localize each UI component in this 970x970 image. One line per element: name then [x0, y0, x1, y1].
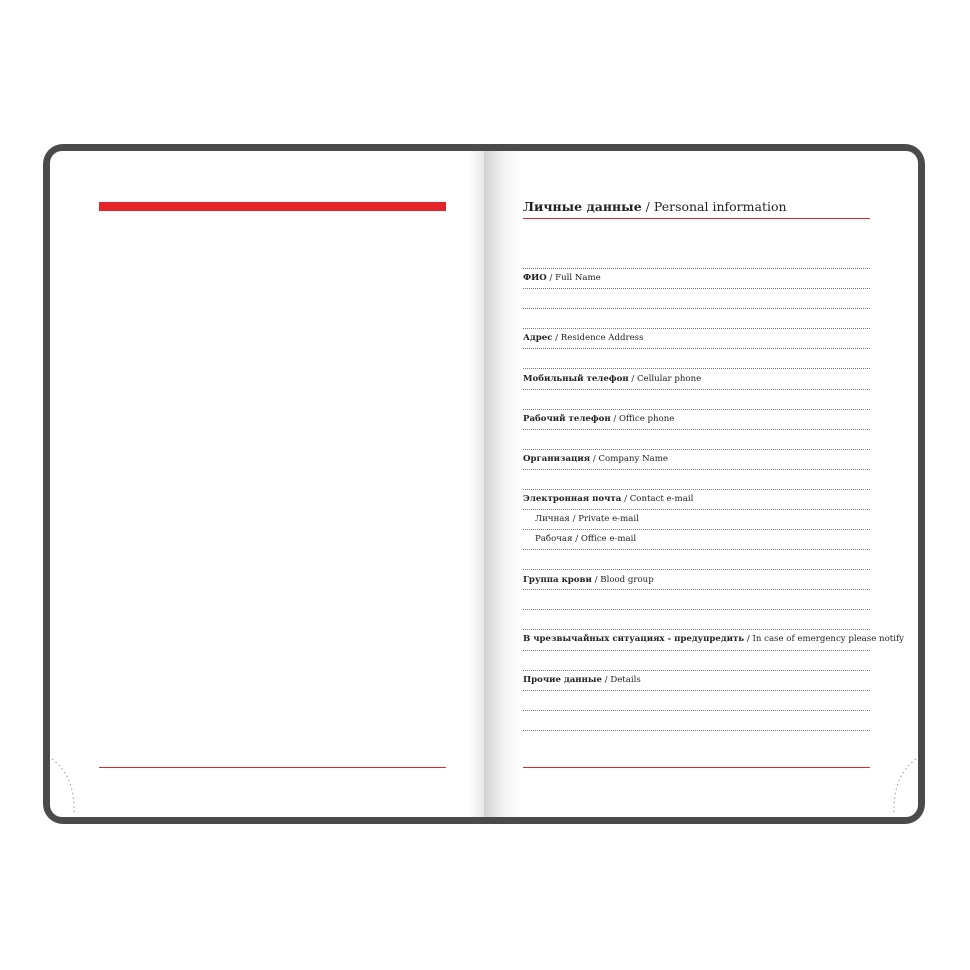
- field-full-name: [523, 273, 601, 283]
- field-label-en: Blood group: [600, 575, 654, 585]
- field-blood-group: [523, 575, 654, 585]
- field-label-en: Office phone: [618, 414, 675, 424]
- writing-line: [523, 710, 870, 711]
- field-label-separator: /: [590, 454, 599, 464]
- writing-line: [523, 670, 870, 671]
- field-label-ru: Электронная почта: [523, 494, 622, 504]
- left-page-red-bar: [99, 202, 446, 211]
- writing-line: [523, 368, 870, 369]
- field-label-separator: /: [591, 575, 601, 585]
- left-page-bottom-rule: [99, 767, 446, 768]
- writing-line: [523, 529, 870, 530]
- field-label-separator: /: [628, 374, 637, 384]
- writing-line: [523, 509, 870, 510]
- field-label-ru: В чрезвычайных ситуациях - предупредить: [523, 634, 745, 644]
- field-label-ru: Рабочая: [535, 534, 573, 544]
- field-label-ru: Прочие данные: [523, 675, 602, 685]
- left-page: [50, 151, 486, 817]
- field-label-ru: Адрес: [523, 333, 553, 343]
- field-label-ru: Рабочий телефон: [523, 414, 611, 424]
- writing-line: [523, 288, 870, 289]
- writing-line: [523, 650, 870, 651]
- writing-line: [523, 268, 870, 269]
- page-title: [523, 199, 873, 214]
- field-label-en: Office e-mail: [580, 534, 637, 544]
- field-label-en: Company Name: [598, 454, 669, 464]
- writing-line: [523, 409, 870, 410]
- field-label-en: Cellular phone: [636, 374, 702, 384]
- field-label-ru: Группа крови: [523, 575, 592, 585]
- writing-line: [523, 569, 870, 570]
- writing-line: [523, 449, 870, 450]
- field-address: [523, 333, 644, 343]
- field-details: [523, 675, 641, 685]
- field-label-ru: Мобильный телефон: [523, 374, 629, 384]
- field-label-en: Details: [610, 675, 641, 685]
- writing-line: [523, 328, 870, 329]
- field-label-en: Private e-mail: [578, 514, 639, 524]
- writing-line: [523, 308, 870, 309]
- field-label-separator: /: [744, 634, 753, 644]
- page-title-separator: /: [641, 199, 654, 214]
- field-label-separator: /: [601, 675, 611, 685]
- writing-line: [523, 389, 870, 390]
- field-label-en: In case of emergency please notify: [752, 634, 904, 644]
- field-office-phone: [523, 414, 674, 424]
- right-corner-stitching: [888, 755, 918, 817]
- field-label-ru: ФИО: [523, 273, 547, 283]
- right-page-bottom-rule: [523, 767, 870, 768]
- writing-line: [523, 629, 870, 630]
- writing-line: [523, 549, 870, 550]
- field-label-separator: /: [572, 534, 581, 544]
- writing-line: [523, 690, 870, 691]
- field-private-email: [535, 514, 639, 524]
- writing-line: [523, 429, 870, 430]
- page-title-ru: Личные данные: [523, 199, 642, 214]
- field-label-separator: /: [552, 333, 561, 343]
- writing-line: [523, 469, 870, 470]
- left-corner-stitching: [50, 755, 80, 817]
- writing-line: [523, 589, 870, 590]
- field-label-ru: Организация: [523, 454, 591, 464]
- field-label-separator: /: [546, 273, 556, 283]
- field-label-separator: /: [569, 514, 579, 524]
- page-title-en: Personal information: [653, 199, 787, 214]
- field-emergency-notify: [523, 634, 904, 644]
- field-label-separator: /: [610, 414, 619, 424]
- writing-line: [523, 489, 870, 490]
- field-label-ru: Личная: [535, 514, 570, 524]
- field-label-en: Full Name: [555, 273, 601, 283]
- writing-line: [523, 609, 870, 610]
- field-contact-email: [523, 494, 693, 504]
- field-office-email: [535, 534, 636, 544]
- right-page-gutter-shadow: [484, 151, 522, 817]
- writing-line: [523, 730, 870, 731]
- field-label-en: Residence Address: [560, 333, 644, 343]
- field-label-separator: /: [621, 494, 630, 504]
- field-cellular-phone: [523, 374, 701, 384]
- field-label-en: Contact e-mail: [629, 494, 694, 504]
- page-title-underline: [523, 218, 870, 219]
- writing-line: [523, 348, 870, 349]
- right-page: [484, 151, 918, 817]
- field-company-name: [523, 454, 668, 464]
